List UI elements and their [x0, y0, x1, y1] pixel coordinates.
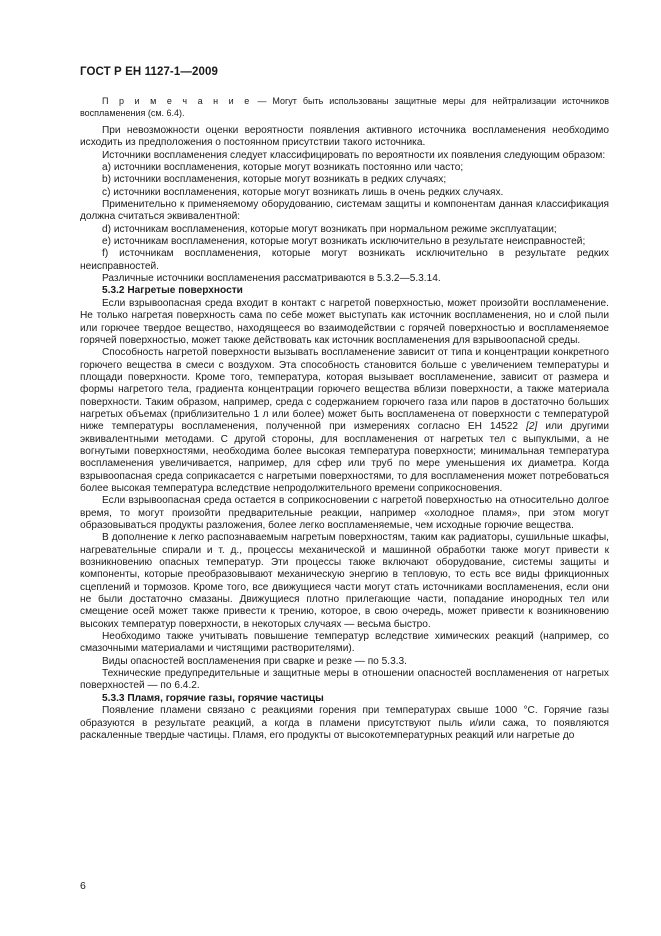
- note-text: — Могут быть использованы защитные меры для нейтрализации источников воспламенения (см. 6.4).: [80, 96, 609, 118]
- section-heading: 5.3.2 Нагретые поверхности: [102, 285, 243, 297]
- page-number: 6: [80, 880, 86, 892]
- paragraph: Применительно к применяемому оборудованию, системам защиты и компонентам данная классификация должна считаться эквивалентной:: [80, 199, 609, 223]
- paragraph: Различные источники воспламенения рассматриваются в 5.3.2—5.3.14.: [102, 273, 441, 285]
- section-heading: 5.3.3 Пламя, горячие газы, горячие частицы: [102, 692, 324, 704]
- paragraph: Если взрывоопасная среда входит в контакт с нагретой поверхностью, может произойти воспламенение. Не только нагретая поверхность сама по себе может выступать как источник воспламенения, но и слой пыли или горючее твердое вещество, находящееся во взаимодействии с горячей поверхностью и воспламеняемое горячей поверхностью, может также действовать как источник воспламенения для взрывоопасной среды.: [80, 297, 609, 346]
- paragraph: Необходимо также учитывать повышение температур вследствие химических реакций (например, со смазочными материалами и чистящими растворителями).: [80, 631, 609, 655]
- paragraph: [80, 347, 609, 495]
- paragraph-text: Способность нагретой поверхности вызывать воспламенение зависит от типа и концентрации конкретного горючего вещества в смеси с воздухом. Эта способность становится больше с увеличением температуры и площади поверхности. Кроме того, температура, которая вызывает воспламенение, зависит от размера и формы нагретого тела, градиента концентрации горючего вещества вблизи поверхности, а также материала поверхности. Таким образом, например, среда с содержанием горючего газа или паров в достаточно больших нагретых объемах (приблизительно 1 л или более) может быть воспламенена от поверхности с температурой ниже температуры воспламенения, полученной при измерениях согласно ЕН 14522: [80, 347, 609, 433]
- note-label: П р и м е ч а н и е: [102, 96, 252, 106]
- list-item: e) источникам воспламенения, которые могут возникать исключительно в результате неисправностей;: [102, 236, 586, 248]
- note: [80, 96, 609, 119]
- paragraph-text: или другими эквивалентными методами. С другой стороны, для воспламенения от нагретых тел с выпуклыми, а не вогнутыми поверхностями, необходима более высокая температура поверхности; минимальная температура воспламенения увеличивается, например, для сфер или труб по мере уменьшения их диаметра. Когда взрывоопасная среда соприкасается с нагретыми поверхностями, то для воспламенения может потребоваться более высокая температура вследствие непродолжительного времени соприкосновения.: [80, 421, 609, 494]
- document-body: [80, 96, 609, 742]
- paragraph: Если взрывоопасная среда остается в соприкосновении с нагретой поверхностью на относительно долгое время, то могут произойти предварительные реакции, например «холодное пламя», при этом могут образовываться продукты разложения, более легко воспламеняемые, чем исходные горючие вещества.: [80, 495, 609, 531]
- paragraph: Источники воспламенения следует классифицировать по вероятности их появления следующим образом:: [102, 149, 606, 161]
- list-item: f) источникам воспламенения, которые могут возникать исключительно в результате редких неисправностей.: [80, 248, 609, 272]
- paragraph: При невозможности оценки вероятности появления активного источника воспламенения необходимо исходить из предположения о постоянном присутствии такого источника.: [80, 125, 609, 149]
- list-item: d) источникам воспламенения, которые могут возникать при нормальном режиме эксплуатации;: [102, 223, 557, 235]
- paragraph: Технические предупредительные и защитные меры в отношении опасностей воспламенения от нагретых поверхностей — по 6.4.2.: [80, 668, 609, 692]
- list-item: c) источники воспламенения, которые могут возникать лишь в очень редких случаях.: [102, 186, 504, 198]
- list-item: a) источники воспламенения, которые могут возникать постоянно или часто;: [102, 162, 464, 174]
- paragraph: В дополнение к легко распознаваемым нагретым поверхностям, таким как радиаторы, сушильные шкафы, нагревательные спирали и т. д., процессы механической и машинной обработки также могут привести к возникновению опасных температур. Эти процессы также включают оборудование, системы защиты и компоненты, которые преобразовывают механическую энергию в тепловую, то есть все виды фрикционных сцеплений и тормозов. Кроме того, все движущиеся части могут стать источниками воспламенения, если они не были достаточно смазаны. Движущиеся плотно прилегающие части, попадание инородных тел или смещение осей может также привести к трению, которое, в свою очередь, может привести к возникновению высоких температур поверхности, в некоторых случаях — весьма быстро.: [80, 532, 609, 630]
- document-header: ГОСТ Р ЕН 1127-1—2009: [80, 66, 218, 78]
- paragraph: Виды опасностей воспламенения при сварке и резке — по 5.3.3.: [102, 655, 407, 667]
- paragraph: Появление пламени связано с реакциями горения при температурах свыше 1000 °C. Горячие газы образуются в результате реакций, а когда в пламени присутствуют пыль и/или сажа, то появляются раскаленные твердые частицы. Пламя, его продукты от высокотемпературных реакций или нагретые до: [80, 705, 609, 741]
- reference: [2]: [526, 421, 538, 433]
- list-item: b) источники воспламенения, которые могут возникать в редких случаях;: [102, 174, 447, 186]
